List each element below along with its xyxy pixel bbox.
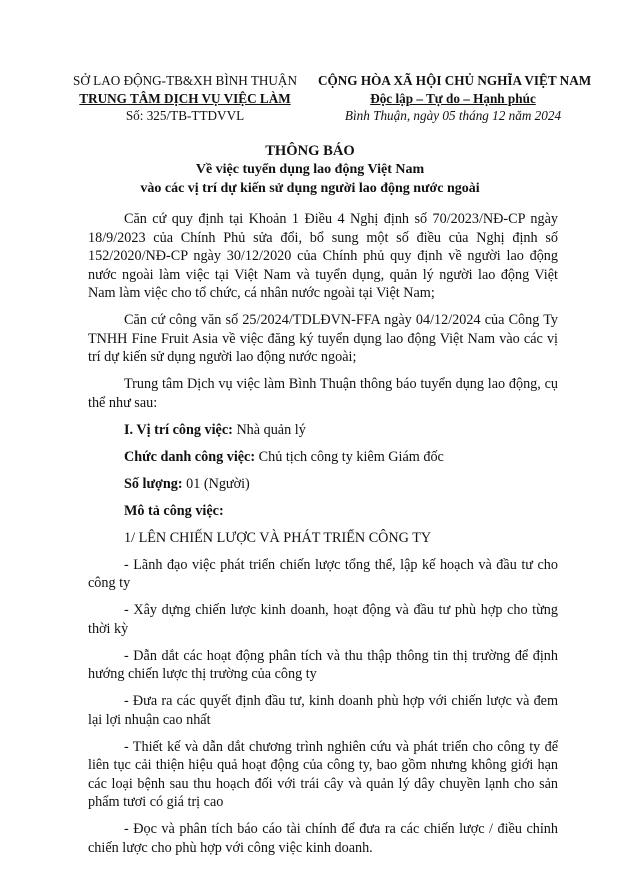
- paragraph-announcement: Trung tâm Dịch vụ việc làm Bình Thuận thông báo tuyển dụng lao động, cụ thể như sau:: [88, 376, 558, 411]
- quantity-label: Số lượng:: [124, 475, 183, 492]
- job-title-value: Chủ tịch công ty kiêm Giám đốc: [255, 448, 444, 465]
- paragraph-legal-basis-2: Căn cứ công văn số 25/2024/TDLĐVN-FFA ngày 04/12/2024 của Công Ty TNHH Fine Fruit Asia về việc đăng ký tuyển dụng lao động Việt Nam vào các vị trí dự kiến sử dụng người lao động nước ngoài;: [88, 312, 558, 365]
- duty-item: - Xây dựng chiến lược kinh doanh, hoạt động và đầu tư phù hợp cho từng thời kỳ: [88, 602, 558, 637]
- national-motto: Độc lập – Tự do – Hạnh phúc: [370, 90, 536, 106]
- document-subtitle-2: vào các vị trí dự kiến sử dụng người lao động nước ngoài: [140, 180, 480, 196]
- job-description-label: Mô tả công việc:: [124, 502, 224, 519]
- paragraph-legal-basis-1: Căn cứ quy định tại Khoản 1 Điều 4 Nghị định số 70/2023/NĐ-CP ngày 18/9/2023 của Chính Phủ sửa đổi, bổ sung một số điều của Nghị định số 152/2020/NĐ-CP ngày 30/12/2020 của Chính phủ quy định về người lao động nước ngoài làm việc tại Việt Nam và tuyển dụng, quản lý người lao động Việt Nam làm việc cho tổ chức, cá nhân nước ngoài tại Việt Nam;: [88, 211, 558, 301]
- issuer-header: [70, 72, 300, 125]
- document-date: Bình Thuận, ngày 05 tháng 12 năm 2024: [344, 108, 562, 123]
- job-title-line: [88, 448, 558, 467]
- duty-item: - Thiết kế và dẫn dắt chương trình nghiên cứu và phát triển cho công ty để liên tục cải thiện hiệu quả hoạt động của công ty, bao gồm nhưng không giới hạn các loại bệnh sau thu hoạch đối với trái cây và quản lý dây chuyền lạnh cho sản phẩm tươi có giá trị cao: [88, 738, 558, 810]
- quantity-line: [88, 475, 558, 494]
- document-title: THÔNG BÁO: [265, 143, 355, 159]
- issuer-department: SỞ LAO ĐỘNG-TB&XH BÌNH THUẬN: [73, 73, 297, 88]
- duty-item: - Lãnh đạo việc phát triển chiến lược tổng thể, lập kế hoạch và đầu tư cho công ty: [88, 556, 558, 591]
- job-title-label: Chức danh công việc:: [124, 448, 256, 465]
- duty-item: - Đọc và phân tích báo cáo tài chính để đưa ra các chiến lược / điều chỉnh chiến lược cho phù hợp với công việc kinh doanh.: [88, 821, 558, 856]
- document-number: Số: 325/TB-TTDVVL: [125, 108, 245, 123]
- document-body: [88, 210, 558, 866]
- national-header: [318, 72, 592, 125]
- job-position-line: [88, 421, 558, 440]
- duty-item: - Đưa ra các quyết định đầu tư, kinh doanh phù hợp với chiến lược và đem lại lợi nhuận cao nhất: [88, 693, 558, 728]
- duty-item: - Dẫn dắt các hoạt động phân tích và thu thập thông tin thị trường để định hướng chiến lược thị trường của công ty: [88, 647, 558, 682]
- section-heading-strategy: 1/ LÊN CHIẾN LƯỢC VÀ PHÁT TRIỂN CÔNG TY: [124, 529, 432, 546]
- job-position-value: Nhà quản lý: [232, 421, 306, 438]
- quantity-value: 01 (Người): [182, 475, 250, 492]
- national-title: CỘNG HÒA XÃ HỘI CHỦ NGHĨA VIỆT NAM: [318, 73, 592, 88]
- issuer-center: TRUNG TÂM DỊCH VỤ VIỆC LÀM: [79, 90, 291, 106]
- job-position-label: I. Vị trí công việc:: [124, 421, 233, 438]
- document-title-block: [40, 142, 580, 198]
- document-subtitle-1: Về việc tuyển dụng lao động Việt Nam: [195, 162, 425, 177]
